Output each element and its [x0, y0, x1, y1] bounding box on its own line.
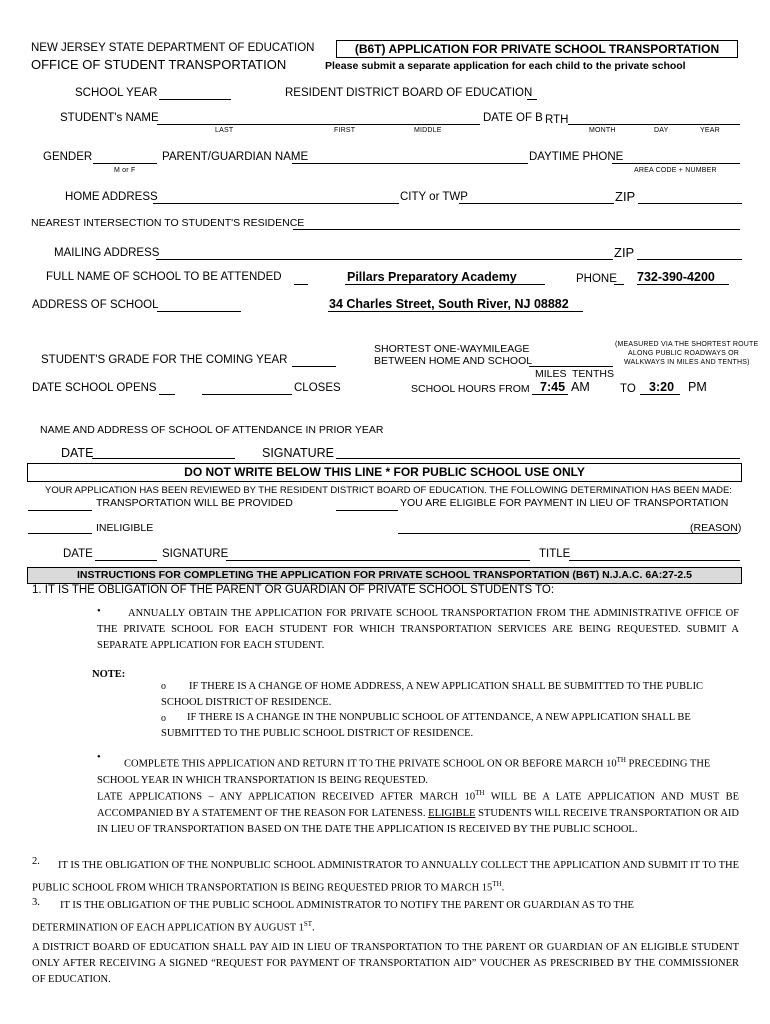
zip-label-1: ZIP	[615, 189, 636, 204]
late-part-b: WILL BE A LATE APPLICATION AND MUST BE ACCOMPANIED BY A STATEMENT OF THE REASON FOR LATENESS.	[97, 791, 739, 819]
hours-from-value: 7:45	[540, 380, 566, 394]
sub-month: MONTH	[589, 127, 616, 134]
parent-guardian-label: PARENT/GUARDIAN NAME	[162, 151, 309, 163]
provided-check-field[interactable]	[28, 510, 92, 511]
school-address-pre-field[interactable]	[157, 311, 241, 312]
pu-date-label: DATE	[63, 548, 93, 560]
am-label: AM	[571, 380, 590, 394]
measured-1: (MEASURED VIA THE SHORTEST ROUTE	[615, 341, 759, 348]
zip-field-2[interactable]	[637, 259, 742, 260]
nearest-intersection-field[interactable]	[293, 229, 740, 230]
pu-title-label: TITLE	[539, 548, 571, 560]
school-name-value: Pillars Preparatory Academy	[347, 270, 517, 284]
public-use-banner-box	[27, 463, 742, 482]
form-title: (B6T) APPLICATION FOR PRIVATE SCHOOL TRANSPORTATION	[354, 42, 720, 56]
public-use-banner: DO NOT WRITE BELOW THIS LINE * FOR PUBLIC SCHOOL USE ONLY	[184, 465, 585, 479]
office-name: OFFICE OF STUDENT TRANSPORTATION	[31, 57, 287, 72]
sub-day: DAY	[654, 127, 669, 134]
signature-label: SIGNATURE	[262, 446, 334, 460]
city-twp-label: CITY or TWP	[400, 191, 468, 203]
late-applications-text	[97, 785, 739, 838]
school-year-field[interactable]	[159, 99, 231, 100]
late-eligible: ELIGIBLE	[428, 807, 476, 819]
school-name-label: FULL NAME OF SCHOOL TO BE ATTENDED	[46, 271, 282, 283]
to-label: TO	[620, 383, 636, 395]
mileage-label-2: BETWEEN HOME AND SCHOOL	[374, 355, 533, 367]
pm-label: PM	[688, 380, 707, 394]
hours-to-field[interactable]	[640, 394, 680, 395]
hours-from-field[interactable]	[532, 394, 568, 395]
late-part-a: LATE APPLICATIONS – ANY APPLICATION RECEIVED AFTER MARCH 10	[97, 791, 476, 803]
item-3-text	[32, 897, 692, 938]
mileage-field[interactable]	[529, 366, 613, 367]
school-hours-label: SCHOOL HOURS FROM	[411, 383, 530, 395]
mailing-address-label: MAILING ADDRESS	[54, 247, 160, 259]
ineligible-label: INELIGIBLE	[96, 522, 154, 534]
measured-2: ALONG PUBLIC ROADWAYS OR	[628, 350, 739, 357]
date-field[interactable]	[92, 458, 235, 459]
ineligible-check-field[interactable]	[28, 533, 92, 534]
item-2-part-a: IT IS THE OBLIGATION OF THE NONPUBLIC SCHOOL ADMINISTRATOR TO ANNUALLY COLLECT THE APPLICATION AND SUBMIT IT TO THE PUBLIC SCHOOL FROM WHICH TRANSPORTATION IS BEING REQUESTED PRIOR TO MARCH 15	[32, 860, 739, 894]
dob-label-a: DATE OF B	[483, 112, 543, 124]
instructions-banner: INSTRUCTIONS FOR COMPLETING THE APPLICATION FOR PRIVATE SCHOOL TRANSPORTATION (B6T) N.J.A.C. 6A:27-2.5	[76, 569, 693, 581]
item-2-sup: TH	[492, 880, 502, 888]
instruction-item-1: 1. IT IS THE OBLIGATION OF THE PARENT OR GUARDIAN OF PRIVATE SCHOOL STUDENTS TO:	[32, 584, 555, 596]
tenths-label: TENTHS	[572, 368, 614, 380]
grade-field[interactable]	[292, 366, 336, 367]
bullet-icon: •	[97, 606, 101, 617]
phone-pre-field[interactable]	[614, 284, 624, 285]
bullet-2-sup: TH	[616, 756, 626, 764]
prior-year-label: NAME AND ADDRESS OF SCHOOL OF ATTENDANCE IN PRIOR YEAR	[40, 424, 384, 436]
form-subtitle: Please submit a separate application for each child to the private school	[325, 60, 686, 72]
item-3-sup: ST	[303, 920, 313, 928]
pu-title-field[interactable]	[569, 560, 740, 561]
item-2-text	[32, 856, 739, 898]
school-phone-field[interactable]	[637, 284, 729, 285]
school-name-field[interactable]	[345, 284, 545, 285]
reason-field[interactable]	[398, 533, 738, 534]
eligible-check-field[interactable]	[336, 510, 398, 511]
item-3-number: 3.	[32, 897, 40, 908]
item-3-part-a: IT IS THE OBLIGATION OF THE PUBLIC SCHOOL ADMINISTRATOR TO NOTIFY THE PARENT OR GUARDIAN AS TO THE DETERMINATION OF EACH APPLICATION BY AUGUST 1	[32, 900, 634, 934]
mileage-label-1: SHORTEST ONE-WAYMILEAGE	[374, 343, 530, 355]
bullet-1-text: ANNUALLY OBTAIN THE APPLICATION FOR PRIVATE SCHOOL TRANSPORTATION FROM THE ADMINISTRATIVE OFFICE OF THE PRIVATE SCHOOL FOR EACH STUDENT FOR WHICH TRANSPORTATION SERVICES ARE BEING REQUESTED. SUBMIT A SEPARATE APPLICATION FOR EACH STUDENT.	[97, 608, 739, 651]
reason-label: (REASON)	[690, 522, 742, 534]
school-address-value: 34 Charles Street, South River, NJ 08882	[329, 297, 569, 311]
note-sub-1: IF THERE IS A CHANGE OF HOME ADDRESS, A NEW APPLICATION SHALL BE SUBMITTED TO THE PUBLIC SCHOOL DISTRICT OF RESIDENCE.	[161, 681, 704, 708]
instructions-banner-box	[27, 567, 742, 584]
miles-label: MILES	[535, 368, 567, 380]
dob-field[interactable]	[568, 124, 740, 125]
provided-label: TRANSPORTATION WILL BE PROVIDED	[96, 497, 293, 509]
pu-date-field[interactable]	[95, 560, 157, 561]
daytime-phone-field[interactable]	[612, 163, 740, 164]
bullet-icon: •	[97, 752, 101, 763]
school-address-field[interactable]	[328, 311, 583, 312]
nearest-intersection-label: NEAREST INTERSECTION TO STUDENT'S RESIDENCE	[31, 217, 305, 229]
resident-district-label: RESIDENT DISTRICT BOARD OF EDUCATION	[285, 87, 533, 99]
item-2-part-b: .	[501, 882, 505, 894]
students-name-field[interactable]	[157, 124, 480, 125]
pu-signature-field[interactable]	[226, 560, 530, 561]
school-year-label: SCHOOL YEAR	[75, 87, 158, 99]
grade-label: STUDENT'S GRADE FOR THE COMING YEAR	[41, 354, 288, 366]
bullet-2-part-b: PRECEDING THE SCHOOL YEAR IN WHICH TRANSPORTATION IS BEING REQUESTED.	[97, 758, 711, 786]
zip-field-1[interactable]	[638, 203, 742, 204]
bullet-2-text	[97, 752, 739, 789]
city-twp-field[interactable]	[459, 203, 614, 204]
hours-to-value: 3:20	[649, 380, 675, 394]
phone-sub: AREA CODE + NUMBER	[634, 167, 717, 174]
item-3-part-b: .	[312, 922, 315, 934]
mailing-address-field[interactable]	[156, 259, 613, 260]
school-opens-label: DATE SCHOOL OPENS	[32, 382, 157, 394]
daytime-phone-label: DAYTIME PHONE	[529, 151, 624, 163]
agency-name: NEW JERSEY STATE DEPARTMENT OF EDUCATION	[31, 42, 315, 54]
school-name-pre-field[interactable]	[294, 284, 308, 285]
zip-label-2: ZIP	[614, 245, 635, 260]
phone-label: PHONE	[576, 273, 617, 285]
closes-label: CLOSES	[294, 382, 341, 394]
school-opens-field[interactable]	[159, 394, 175, 395]
sub-first: FIRST	[334, 127, 356, 134]
final-paragraph: A DISTRICT BOARD OF EDUCATION SHALL PAY AID IN LIEU OF TRANSPORTATION TO THE PARENT OR GUARDIAN OF AN ELIGIBLE STUDENT ONLY AFTER RECEIVING A SIGNED “REQUEST FOR PAYMENT OF TRANSPORTATION AID” VOUCHER AS PRESCRIBED BY THE COMMISSIONER OF EDUCATION.	[32, 942, 739, 985]
pu-signature-label: SIGNATURE	[162, 548, 229, 560]
school-phone-value: 732-390-4200	[637, 270, 715, 284]
reviewed-text: YOUR APPLICATION HAS BEEN REVIEWED BY THE RESIDENT DISTRICT BOARD OF EDUCATION. THE FOLLOWING DETERMINATION HAS BEEN MADE:	[45, 485, 732, 496]
school-closes-field[interactable]	[202, 394, 292, 395]
form-title-box	[336, 40, 738, 58]
eligible-label: YOU ARE ELIGIBLE FOR PAYMENT IN LIEU OF TRANSPORTATION	[400, 497, 729, 509]
note-label: NOTE:	[92, 669, 126, 680]
circle-bullet-icon: o	[161, 713, 166, 724]
home-address-field[interactable]	[153, 203, 399, 204]
gender-field[interactable]	[93, 163, 157, 164]
sub-middle: MIDDLE	[414, 127, 442, 134]
dob-label-b: RTH	[545, 114, 569, 126]
date-label: DATE	[61, 446, 94, 460]
gender-sub: M or F	[114, 167, 136, 174]
measured-3: WALKWAYS IN MILES AND TENTHS)	[624, 359, 750, 366]
parent-guardian-field[interactable]	[292, 163, 528, 164]
late-sup: TH	[475, 789, 485, 797]
sub-year: YEAR	[700, 127, 720, 134]
bullet-2-part-a: COMPLETE THIS APPLICATION AND RETURN IT TO THE PRIVATE SCHOOL ON OR BEFORE MARCH 10	[124, 758, 617, 770]
gender-label: GENDER	[43, 151, 93, 163]
item-2-number: 2.	[32, 856, 40, 867]
sub-last: LAST	[215, 127, 234, 134]
resident-district-field[interactable]	[527, 99, 537, 100]
students-name-label: STUDENT's NAME	[60, 112, 159, 124]
home-address-label: HOME ADDRESS	[65, 191, 158, 203]
school-address-label: ADDRESS OF SCHOOL	[32, 299, 159, 311]
circle-bullet-icon: o	[161, 681, 166, 692]
note-sub-2: IF THERE IS A CHANGE IN THE NONPUBLIC SCHOOL OF ATTENDANCE, A NEW APPLICATION SHALL BE SUBMITTED TO THE PUBLIC SCHOOL DISTRICT OF RESIDENCE.	[161, 712, 691, 739]
late-part-c: STUDENTS WILL RECEIVE TRANSPORTATION OR AID IN LIEU OF TRANSPORTATION BASED ON THE DATE THE APPLICATION IS RECEIVED BY THE PUBLIC SCHOOL.	[97, 807, 740, 835]
signature-field[interactable]	[336, 458, 740, 459]
